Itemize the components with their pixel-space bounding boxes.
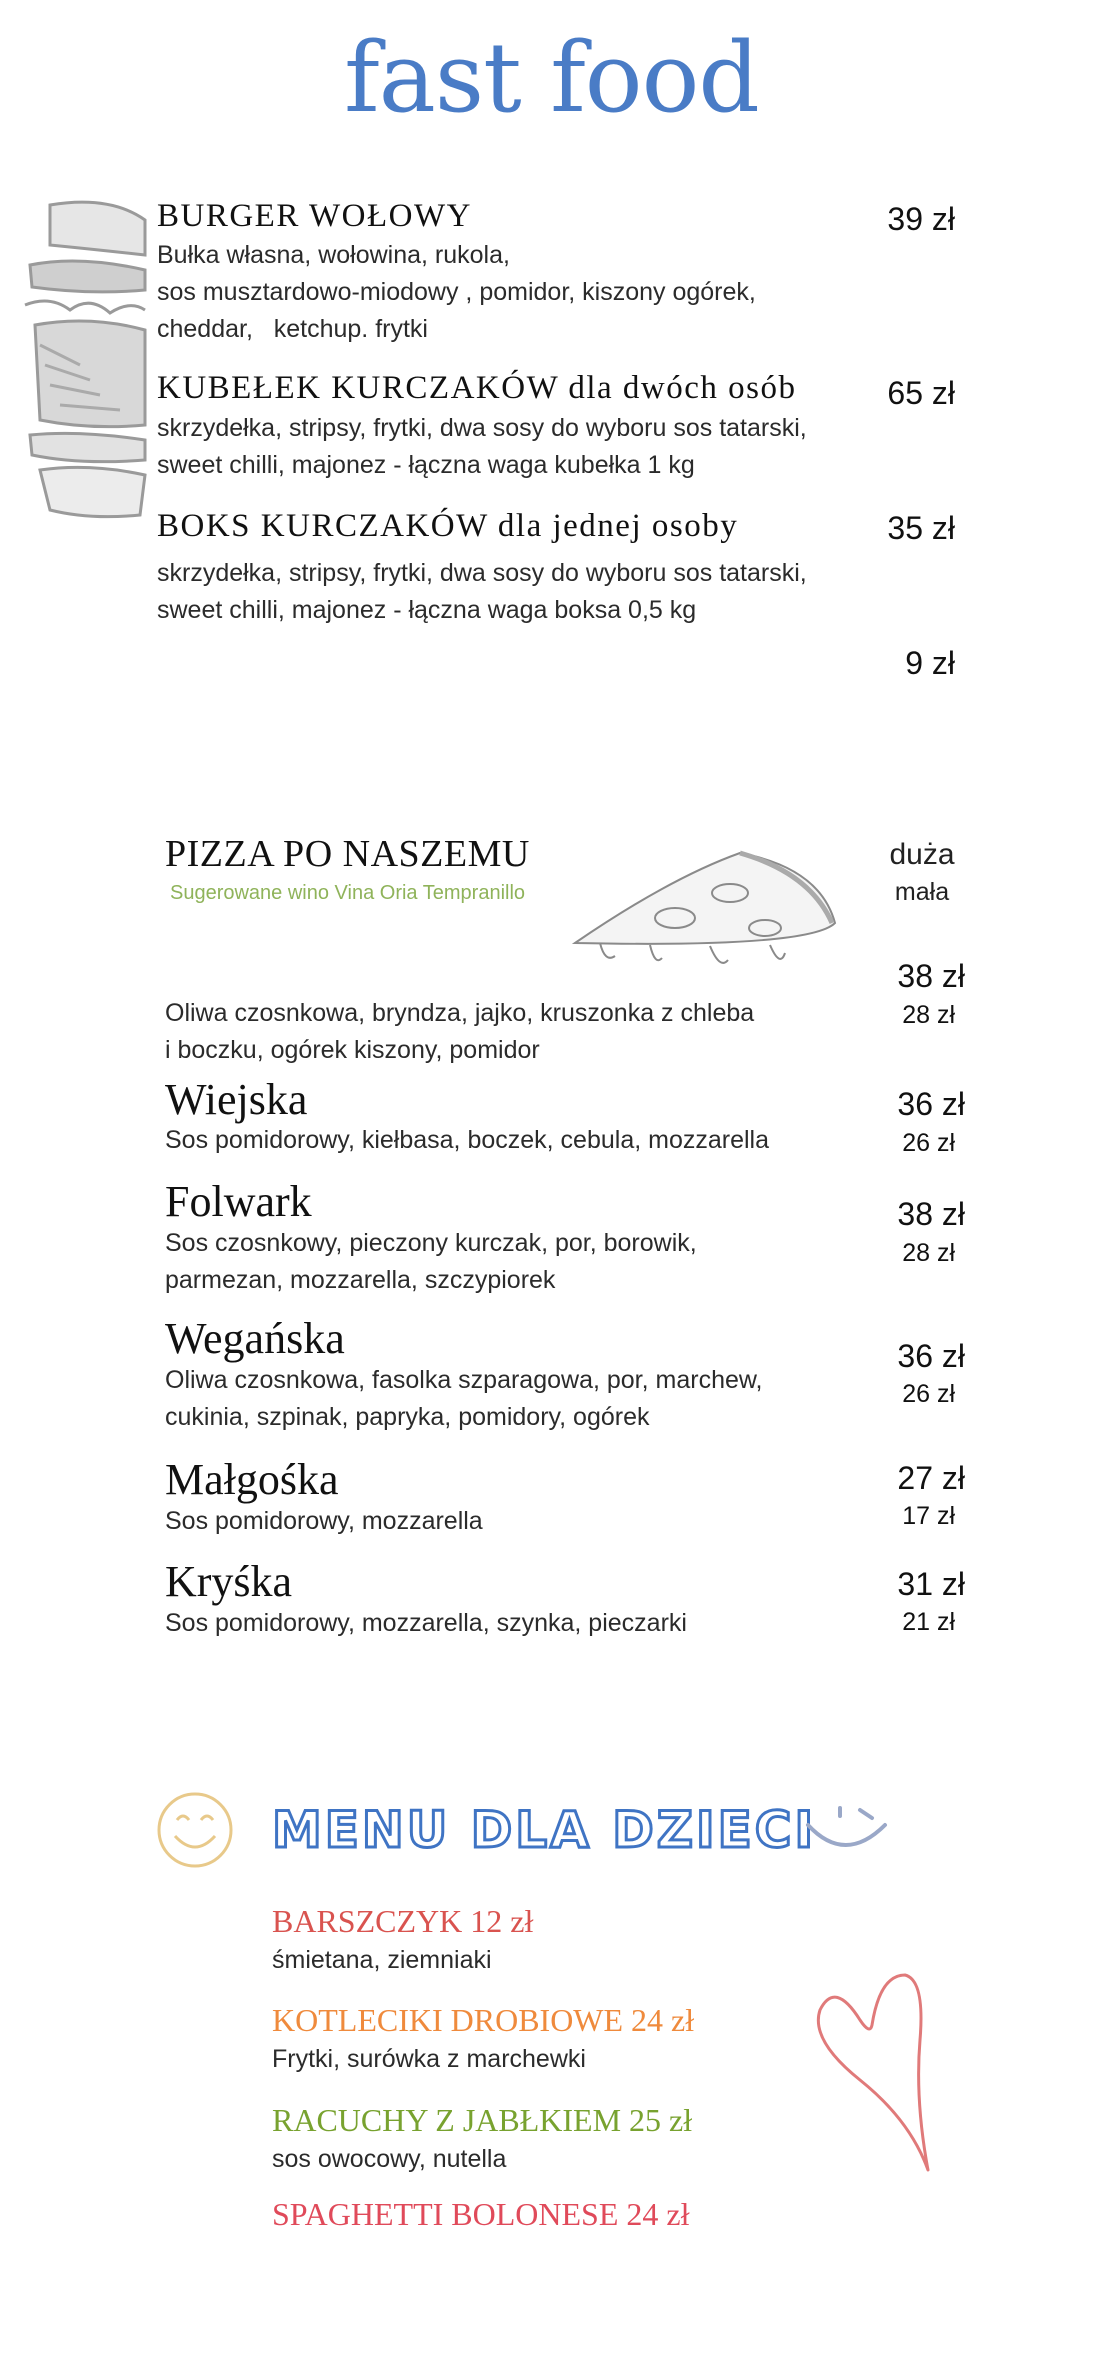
pizza-item-description: Sos pomidorowy, kiełbasa, boczek, cebula, mozzarella	[165, 1126, 769, 1154]
pizza-price-large: 36 zł	[897, 1338, 965, 1374]
pizza-section-heading: PIZZA PO NASZEMU	[165, 833, 530, 875]
pizza-price-small: 26 zł	[902, 1129, 955, 1157]
menu-item-name: BOKS KURCZAKÓW dla jednej osoby	[157, 508, 739, 544]
size-large-label: duża	[889, 838, 955, 871]
extra-price: 9 zł	[905, 645, 955, 681]
pizza-item-name: Kryśka	[165, 1557, 293, 1606]
pizza-item-name: Folwark	[165, 1177, 312, 1226]
kids-item-name: SPAGHETTI BOLONESE 24 zł	[272, 2196, 690, 2232]
pizza-price-large: 27 zł	[897, 1460, 965, 1496]
pizza-slice-icon	[570, 848, 840, 973]
size-small-label: mała	[894, 878, 950, 906]
kids-item-description: sos owocowy, nutella	[272, 2145, 507, 2173]
menu-item-name: KUBEŁEK KURCZAKÓW dla dwóch osób	[157, 370, 797, 406]
kids-item-description: Frytki, surówka z marchewki	[272, 2045, 586, 2073]
menu-item-price: 65 zł	[887, 375, 955, 411]
kids-item-description: śmietana, ziemniaki	[272, 1946, 492, 1974]
menu-item-name: BURGER WOŁOWY	[157, 198, 472, 234]
menu-item-description: skrzydełka, stripsy, frytki, dwa sosy do wyboru sos tatarski, sweet chilli, majonez - łączna waga kubełka 1 kg	[157, 414, 807, 479]
pizza-price-large: 36 zł	[897, 1086, 965, 1122]
smiley-face-icon	[155, 1790, 235, 1870]
pizza-item-name: Małgośka	[165, 1455, 339, 1504]
pizza-price-small: 28 zł	[902, 1001, 955, 1029]
pizza-price-small: 28 zł	[902, 1239, 955, 1267]
kids-menu-title: MENU DLA DZIECI	[272, 1801, 817, 1859]
heart-doodle-icon	[800, 1970, 940, 2180]
pizza-item-description: Sos czosnkowy, pieczony kurczak, por, borowik, parmezan, mozzarella, szczypiorek	[165, 1229, 697, 1294]
menu-item-description: skrzydełka, stripsy, frytki, dwa sosy do wyboru sos tatarski, sweet chilli, majonez - łączna waga boksa 0,5 kg	[157, 559, 807, 624]
pizza-item-description: Sos pomidorowy, mozzarella	[165, 1507, 483, 1535]
winking-face-icon	[800, 1800, 895, 1870]
pizza-item-name: Wiejska	[165, 1075, 308, 1124]
wine-suggestion: Sugerowane wino Vina Oria Tempranillo	[170, 882, 526, 904]
pizza-item-description: Oliwa czosnkowa, fasolka szparagowa, por, marchew, cukinia, szpinak, papryka, pomidory, ogórek	[165, 1366, 763, 1431]
menu-item-price: 35 zł	[887, 510, 955, 546]
pizza-price-small: 21 zł	[902, 1608, 955, 1636]
page-title: fast food	[344, 22, 759, 134]
pizza-item-description: Oliwa czosnkowa, bryndza, jajko, kruszonka z chleba i boczku, ogórek kiszony, pomidor	[165, 999, 755, 1064]
kids-item-name: KOTLECIKI DROBIOWE 24 zł	[272, 2002, 695, 2038]
kids-item-name: BARSZCZYK 12 zł	[272, 1903, 534, 1939]
pizza-item-description: Sos pomidorowy, mozzarella, szynka, pieczarki	[165, 1609, 687, 1637]
pizza-price-large: 38 zł	[897, 958, 965, 994]
pizza-item-name: Wegańska	[165, 1314, 345, 1363]
pizza-price-large: 38 zł	[897, 1196, 965, 1232]
pizza-price-small: 26 zł	[902, 1380, 955, 1408]
menu-item-price: 39 zł	[887, 201, 955, 237]
pizza-price-large: 31 zł	[897, 1566, 965, 1602]
menu-item-description: Bułka własna, wołowina, rukola, sos musztardowo-miodowy , pomidor, kiszony ogórek, cheddar, ketchup. frytki	[157, 241, 756, 343]
pizza-price-small: 17 zł	[902, 1502, 955, 1530]
kids-item-name: RACUCHY Z JABŁKIEM 25 zł	[272, 2102, 693, 2138]
burger-illustration-icon	[20, 195, 150, 525]
